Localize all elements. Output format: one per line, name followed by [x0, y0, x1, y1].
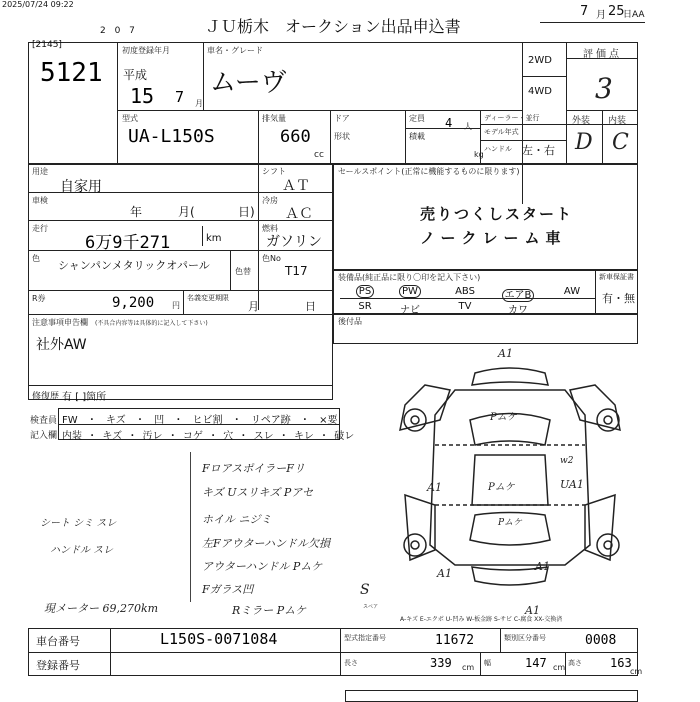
fuel-label: 燃料 — [262, 224, 278, 233]
car-damage-diagram — [380, 345, 640, 600]
repair-history-label: 修復歴 — [32, 392, 60, 402]
exterior-grade: D — [575, 130, 593, 155]
shift-value: ＡＴ — [282, 178, 310, 194]
drive-4wd: 4WD — [528, 86, 552, 97]
mark-rear-pmuke: Pムケ — [498, 518, 523, 528]
handle-label: ハンドル — [484, 145, 512, 153]
color-label: 色 — [32, 254, 40, 263]
capacity-value: 4 — [445, 116, 453, 130]
score-label: 評価点 — [583, 49, 622, 60]
classification-number: 0008 — [585, 633, 617, 648]
mark-right-rear-a1: A1 — [535, 560, 550, 573]
lot-number: 5121 — [40, 58, 103, 88]
note-right-5: アウターハンドル Pムケ — [202, 560, 323, 573]
inspection-label: 車検 — [32, 196, 48, 205]
equip-airbag: エアB — [498, 286, 538, 301]
sales-point-label: セールスポイント(正常に機能するものに限ります) — [338, 167, 520, 176]
date-month: 7 — [580, 4, 589, 19]
equip-abs: ABS — [455, 286, 475, 297]
doors-label: ドア — [334, 114, 350, 123]
retrofit-label: 後付品 — [338, 317, 362, 326]
interior-label: 内装 — [608, 116, 627, 126]
color-code-label: 色No — [262, 254, 281, 263]
note-right-3: ホイル ニジミ — [202, 513, 272, 526]
note-left-2: ハンドル スレ — [50, 545, 114, 556]
note-right-4: 左Fアウターハンドル欠損 — [202, 537, 330, 550]
chassis-number: L150S-0071084 — [160, 630, 278, 648]
equip-tv: TV — [458, 301, 472, 312]
mark-rear-a1: A1 — [525, 604, 540, 617]
mark-right-ua1: UA1 — [560, 478, 584, 491]
repair-history-value: 有 [ ]箇所 — [62, 392, 107, 403]
footer-edge — [345, 690, 638, 702]
inspector-label-2: 記入欄 — [30, 431, 58, 441]
shift-label: シフト — [262, 167, 286, 176]
color-value: シャンパンメタリックオパール — [58, 259, 210, 272]
color-change-label: 色替 — [235, 267, 251, 276]
retrofit-block — [333, 314, 638, 344]
mileage-label: 走行 — [32, 224, 48, 233]
classification-label: 類別区分番号 — [504, 634, 546, 642]
designation-label: 型式指定番号 — [344, 634, 386, 642]
width-value: 147 — [525, 656, 547, 670]
car-name-label: 車名・グレード — [207, 46, 263, 55]
usage-label: 用途 — [32, 167, 48, 176]
diagram-legend: A-キズ E-エクボ U-凹み W-板金跡 S-サビ C-腐食 XX-交換済 — [400, 616, 563, 623]
mark-spare-s: S — [360, 582, 370, 598]
name-change-label: 名義変更期限 — [187, 294, 229, 302]
equip-leather: カワ — [508, 305, 528, 316]
recycle-label: R券 — [32, 294, 46, 303]
note-right-1: FロアスポイラーFリ — [202, 462, 305, 475]
page-code: 2 0 7 — [100, 26, 138, 36]
aircon-label: 冷房 — [262, 196, 278, 205]
registration-era: 平成 — [123, 68, 148, 82]
auction-sheet: 2025/07/24 09:22 2 0 7 ＪＵ栃木 オークション出品申込書 7 月 25 日AA [2145] 5121 初度登録年月 平成 15 7 月 車名・グレード ムーヴ 2WD 4WD 評価点 3 型式 UA-L150S 排気量 660 cc ドア 形状 定員 4 人 積載 kg ディーラー・並行 モデル年式 ハンドル 左・右 外装 内装 D C 用途 自家用 シフト ＡＴ 車検 年 月( 日) 冷房 ＡＣ 走行 6万9千271 km 燃料 ガソリン 色 シャンパンメタリックオパール 色替 色No T17 R券 9,200 円 名義変更期限 月 日 注意事項申告欄 (不具合内容等は具体的に記入して下さい) 社外AW 修復歴 有 [ ]箇所 セールスポイント(正常に機能するものに限ります) 売りつくしスタート ノークレーム車 装備品(純正品に限り〇印を記入下さい) 新車保証書 有・無 PS PW ABS エアB AW SR ナビ TV カワ 後付品 検査員 記入欄 FW ・ キズ ・ 凹 ・ ヒビ割 ・ リペア跡 ・ ×要 内装 ・ キズ ・ 汚レ ・ コゲ ・ 穴 ・ スレ ・ キレ ・ 破レ シート シミ スレ ハンドル スレ 現メーター 69,270km FロアスポイラーFリ キズ Uスリキズ Pアセ ホイル ニジミ 左Fアウターハンドル欠損 アウターハンドル Pムケ Fガラス凹 Rミラー Pムケ A1 A1 A1 UA1 A1 A1 Pムケ Pムケ Pムケ w2 S スペア A-キズ E-エクボ U-凹み W-板金跡 S-サビ C-腐食 XX-交換済 車台番号 L150S-0071084 登録番号 型式指定番号 11672 類別区分番号 0008 長さ 339 cm 幅 147 cm 高さ 163 cm — [0, 0, 700, 700]
exterior-label: 外装 — [572, 116, 591, 126]
equip-sr: SR — [358, 301, 372, 312]
displacement-value: 660 — [280, 127, 311, 147]
stamp-start: 売りつくしスタート — [420, 205, 574, 223]
mark-left-a1: A1 — [427, 481, 442, 494]
car-name: ムーヴ — [210, 68, 287, 98]
displacement-label: 排気量 — [262, 114, 286, 123]
mileage-unit: km — [206, 233, 222, 244]
mark-roof-pmuke: Pムケ — [488, 482, 515, 493]
dealer-label: ディーラー・並行 — [484, 114, 540, 122]
score-value: 3 — [595, 72, 613, 105]
shape-label: 形状 — [334, 132, 350, 141]
color-code: T17 — [285, 264, 308, 278]
height-label: 高さ — [568, 659, 582, 667]
equip-pw: PW — [390, 286, 430, 297]
equipment-label: 装備品(純正品に限り〇印を記入下さい) — [338, 273, 481, 282]
model-year-label: モデル年式 — [484, 128, 519, 136]
registration-month: 7 — [175, 88, 185, 106]
fuel-value: ガソリン — [266, 234, 322, 250]
mileage-value: 6万9千271 — [85, 233, 171, 253]
stamp-no-claim: ノークレーム車 — [420, 229, 567, 247]
note-right-7: Rミラー Pムケ — [232, 604, 307, 617]
equip-ps: PS — [345, 286, 385, 297]
aircon-value: ＡＣ — [285, 206, 313, 222]
length-value: 339 — [430, 656, 452, 670]
equip-navi: ナビ — [400, 305, 420, 316]
load-label: 積載 — [409, 132, 425, 141]
registration-label: 初度登録年月 — [122, 46, 170, 55]
warranty-value: 有・無 — [602, 292, 635, 305]
mark-w2: w2 — [560, 456, 574, 466]
designation-number: 11672 — [435, 633, 475, 648]
note-right-2: キズ Uスリキズ Pアセ — [202, 486, 314, 499]
handle-value: 左・右 — [522, 144, 555, 157]
notes-value: 社外AW — [36, 337, 87, 353]
registration-year: 15 — [130, 84, 155, 108]
usage-value: 自家用 — [60, 179, 102, 195]
inspector-row-1: FW ・ キズ ・ 凹 ・ ヒビ割 ・ リペア跡 ・ ×要 — [62, 415, 338, 426]
print-timestamp: 2025/07/24 09:22 — [2, 0, 74, 9]
date-day: 25 — [608, 4, 625, 19]
details-block — [28, 164, 333, 400]
note-left-3: 現メーター 69,270km — [44, 602, 159, 615]
chassis-label: 車台番号 — [36, 635, 80, 648]
model-value: UA-L150S — [128, 126, 215, 147]
interior-grade: C — [612, 130, 629, 155]
plate-label: 登録番号 — [36, 659, 80, 672]
note-left-1: シート シミ スレ — [40, 518, 117, 529]
height-value: 163 — [610, 656, 632, 670]
mark-front-a1: A1 — [498, 347, 513, 360]
equip-aw: AW — [563, 286, 581, 297]
drive-2wd: 2WD — [528, 55, 552, 66]
spare-label: スペア — [363, 604, 379, 610]
length-label: 長さ — [344, 659, 358, 667]
date-suffix: 日AA — [623, 10, 645, 20]
mark-hood-pmuke: Pムケ — [490, 412, 517, 423]
model-label: 型式 — [122, 114, 138, 123]
recycle-value: 9,200 — [112, 295, 155, 311]
ref-code: [2145] — [32, 40, 62, 50]
mark-left-rear-a1: A1 — [437, 567, 452, 580]
inspector-label-1: 検査員 — [30, 416, 58, 426]
note-right-6: Fガラス凹 — [202, 583, 254, 596]
warranty-label: 新車保証書 — [599, 273, 634, 281]
width-label: 幅 — [484, 659, 491, 667]
sheet-title: ＪＵ栃木 オークション出品申込書 — [205, 17, 461, 36]
notes-label: 注意事項申告欄 — [32, 318, 88, 327]
inspector-row-2: 内装 ・ キズ ・ 汚レ ・ コゲ ・ 穴 ・ スレ ・ キレ ・ 破レ — [62, 431, 355, 442]
capacity-label: 定員 — [409, 114, 425, 123]
